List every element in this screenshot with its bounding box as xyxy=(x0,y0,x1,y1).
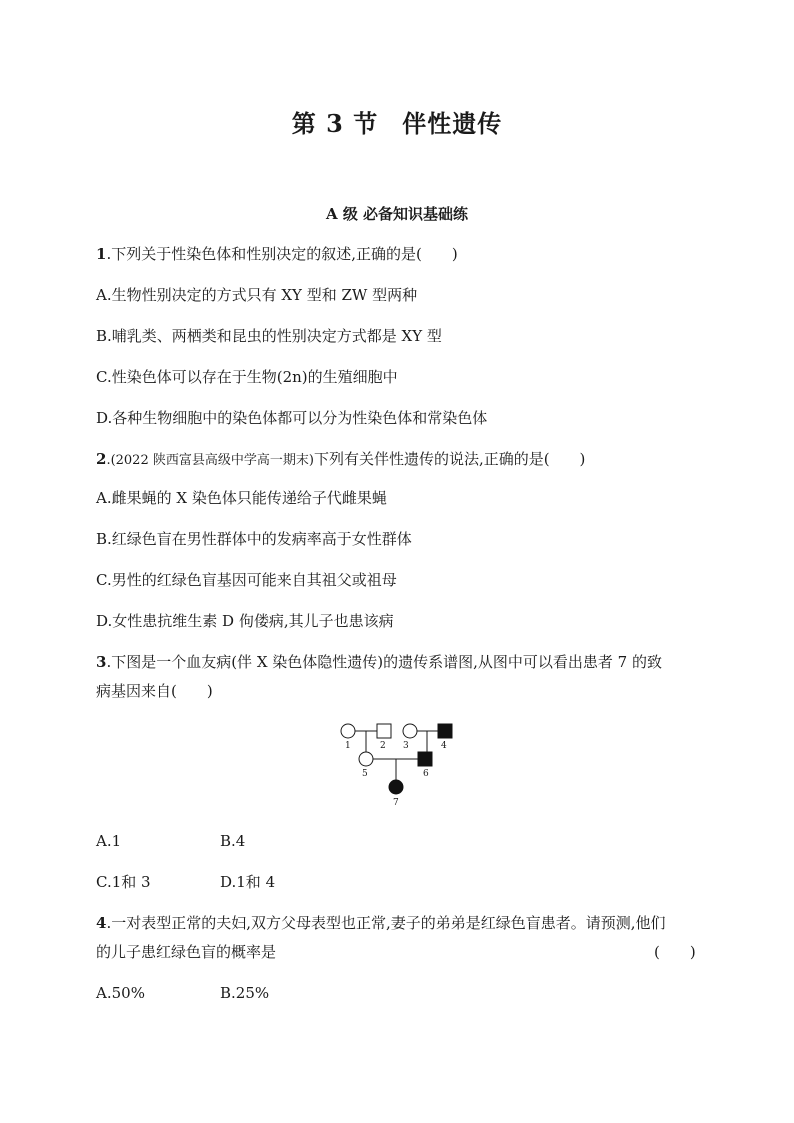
q1-option-d: D.各种生物细胞中的染色体都可以分为性染色体和常染色体 xyxy=(96,409,488,427)
q1-option-c: C.性染色体可以存在于生物(2n)的生殖细胞中 xyxy=(96,368,398,386)
question-source: .(2022 陕西富县高级中学高一期末) xyxy=(106,453,314,468)
q2-option-d: D.女性患抗维生素 D 佝偻病,其儿子也患该病 xyxy=(96,612,394,630)
question-4-stem: 4.一对表型正常的夫妇,双方父母表型也正常,妻子的弟弟是红绿色盲患者。请预测,他们 xyxy=(96,914,666,932)
q4-answer-blank: ( ) xyxy=(654,943,696,961)
level-heading: A 级 必备知识基础练 xyxy=(325,205,469,223)
question-3-stem-continued: 病基因来自( ) xyxy=(96,682,213,700)
q3-options-row-1 xyxy=(96,830,121,852)
pedigree-individual-2 xyxy=(377,724,391,738)
section-number: 第 3 节 xyxy=(291,109,379,138)
pedigree-individual-1 xyxy=(341,724,355,738)
pedigree-label-2: 2 xyxy=(380,741,386,751)
pedigree-label-7: 7 xyxy=(393,798,399,808)
q2-option-a: A.雌果蝇的 X 染色体只能传递给子代雌果蝇 xyxy=(96,489,387,507)
question-1-stem: 1.下列关于性染色体和性别决定的叙述,正确的是( ) xyxy=(96,245,458,263)
pedigree-individual-4 xyxy=(438,724,452,738)
q1-option-b: B.哺乳类、两栖类和昆虫的性别决定方式都是 XY 型 xyxy=(96,327,442,345)
question-4-stem-continued: 的儿子患红绿色盲的概率是 xyxy=(96,943,277,961)
q4-option-b: B.25% xyxy=(220,984,270,1002)
question-number: 3 xyxy=(96,653,107,671)
pedigree-individual-5 xyxy=(359,752,373,766)
q3-option-c: C.1和 3 xyxy=(96,873,151,891)
q2-option-b: B.红绿色盲在男性群体中的发病率高于女性群体 xyxy=(96,530,412,548)
pedigree-chart xyxy=(330,715,470,810)
q1-option-a: A.生物性别决定的方式只有 XY 型和 ZW 型两种 xyxy=(96,286,418,304)
pedigree-individual-6 xyxy=(418,752,432,766)
q2-option-c: C.男性的红绿色盲基因可能来自其祖父或祖母 xyxy=(96,571,397,589)
question-number: 2 xyxy=(96,450,107,468)
question-number: 1 xyxy=(96,245,107,263)
q3-option-a: A.1 xyxy=(96,832,122,850)
question-number: 4 xyxy=(96,914,107,932)
pedigree-label-1: 1 xyxy=(345,741,351,751)
pedigree-label-4: 4 xyxy=(441,741,447,751)
pedigree-label-6: 6 xyxy=(423,769,429,779)
pedigree-individual-7 xyxy=(389,780,403,794)
pedigree-label-5: 5 xyxy=(362,769,368,779)
question-3-stem: 3.下图是一个血友病(伴 X 染色体隐性遗传)的遗传系谱图,从图中可以看出患者 7 的致 xyxy=(96,653,662,671)
q3-option-b: B.4 xyxy=(220,832,246,850)
q3-option-d: D.1和 4 xyxy=(220,873,276,891)
q4-option-a: A.50% xyxy=(96,984,145,1002)
pedigree-label-3: 3 xyxy=(403,741,409,751)
section-topic: 伴性遗传 xyxy=(402,109,503,138)
question-2-stem: 2.(2022 陕西富县高级中学高一期末)下列有关伴性遗传的说法,正确的是( ) xyxy=(96,450,586,468)
page-title xyxy=(0,104,794,139)
pedigree-individual-3 xyxy=(403,724,417,738)
